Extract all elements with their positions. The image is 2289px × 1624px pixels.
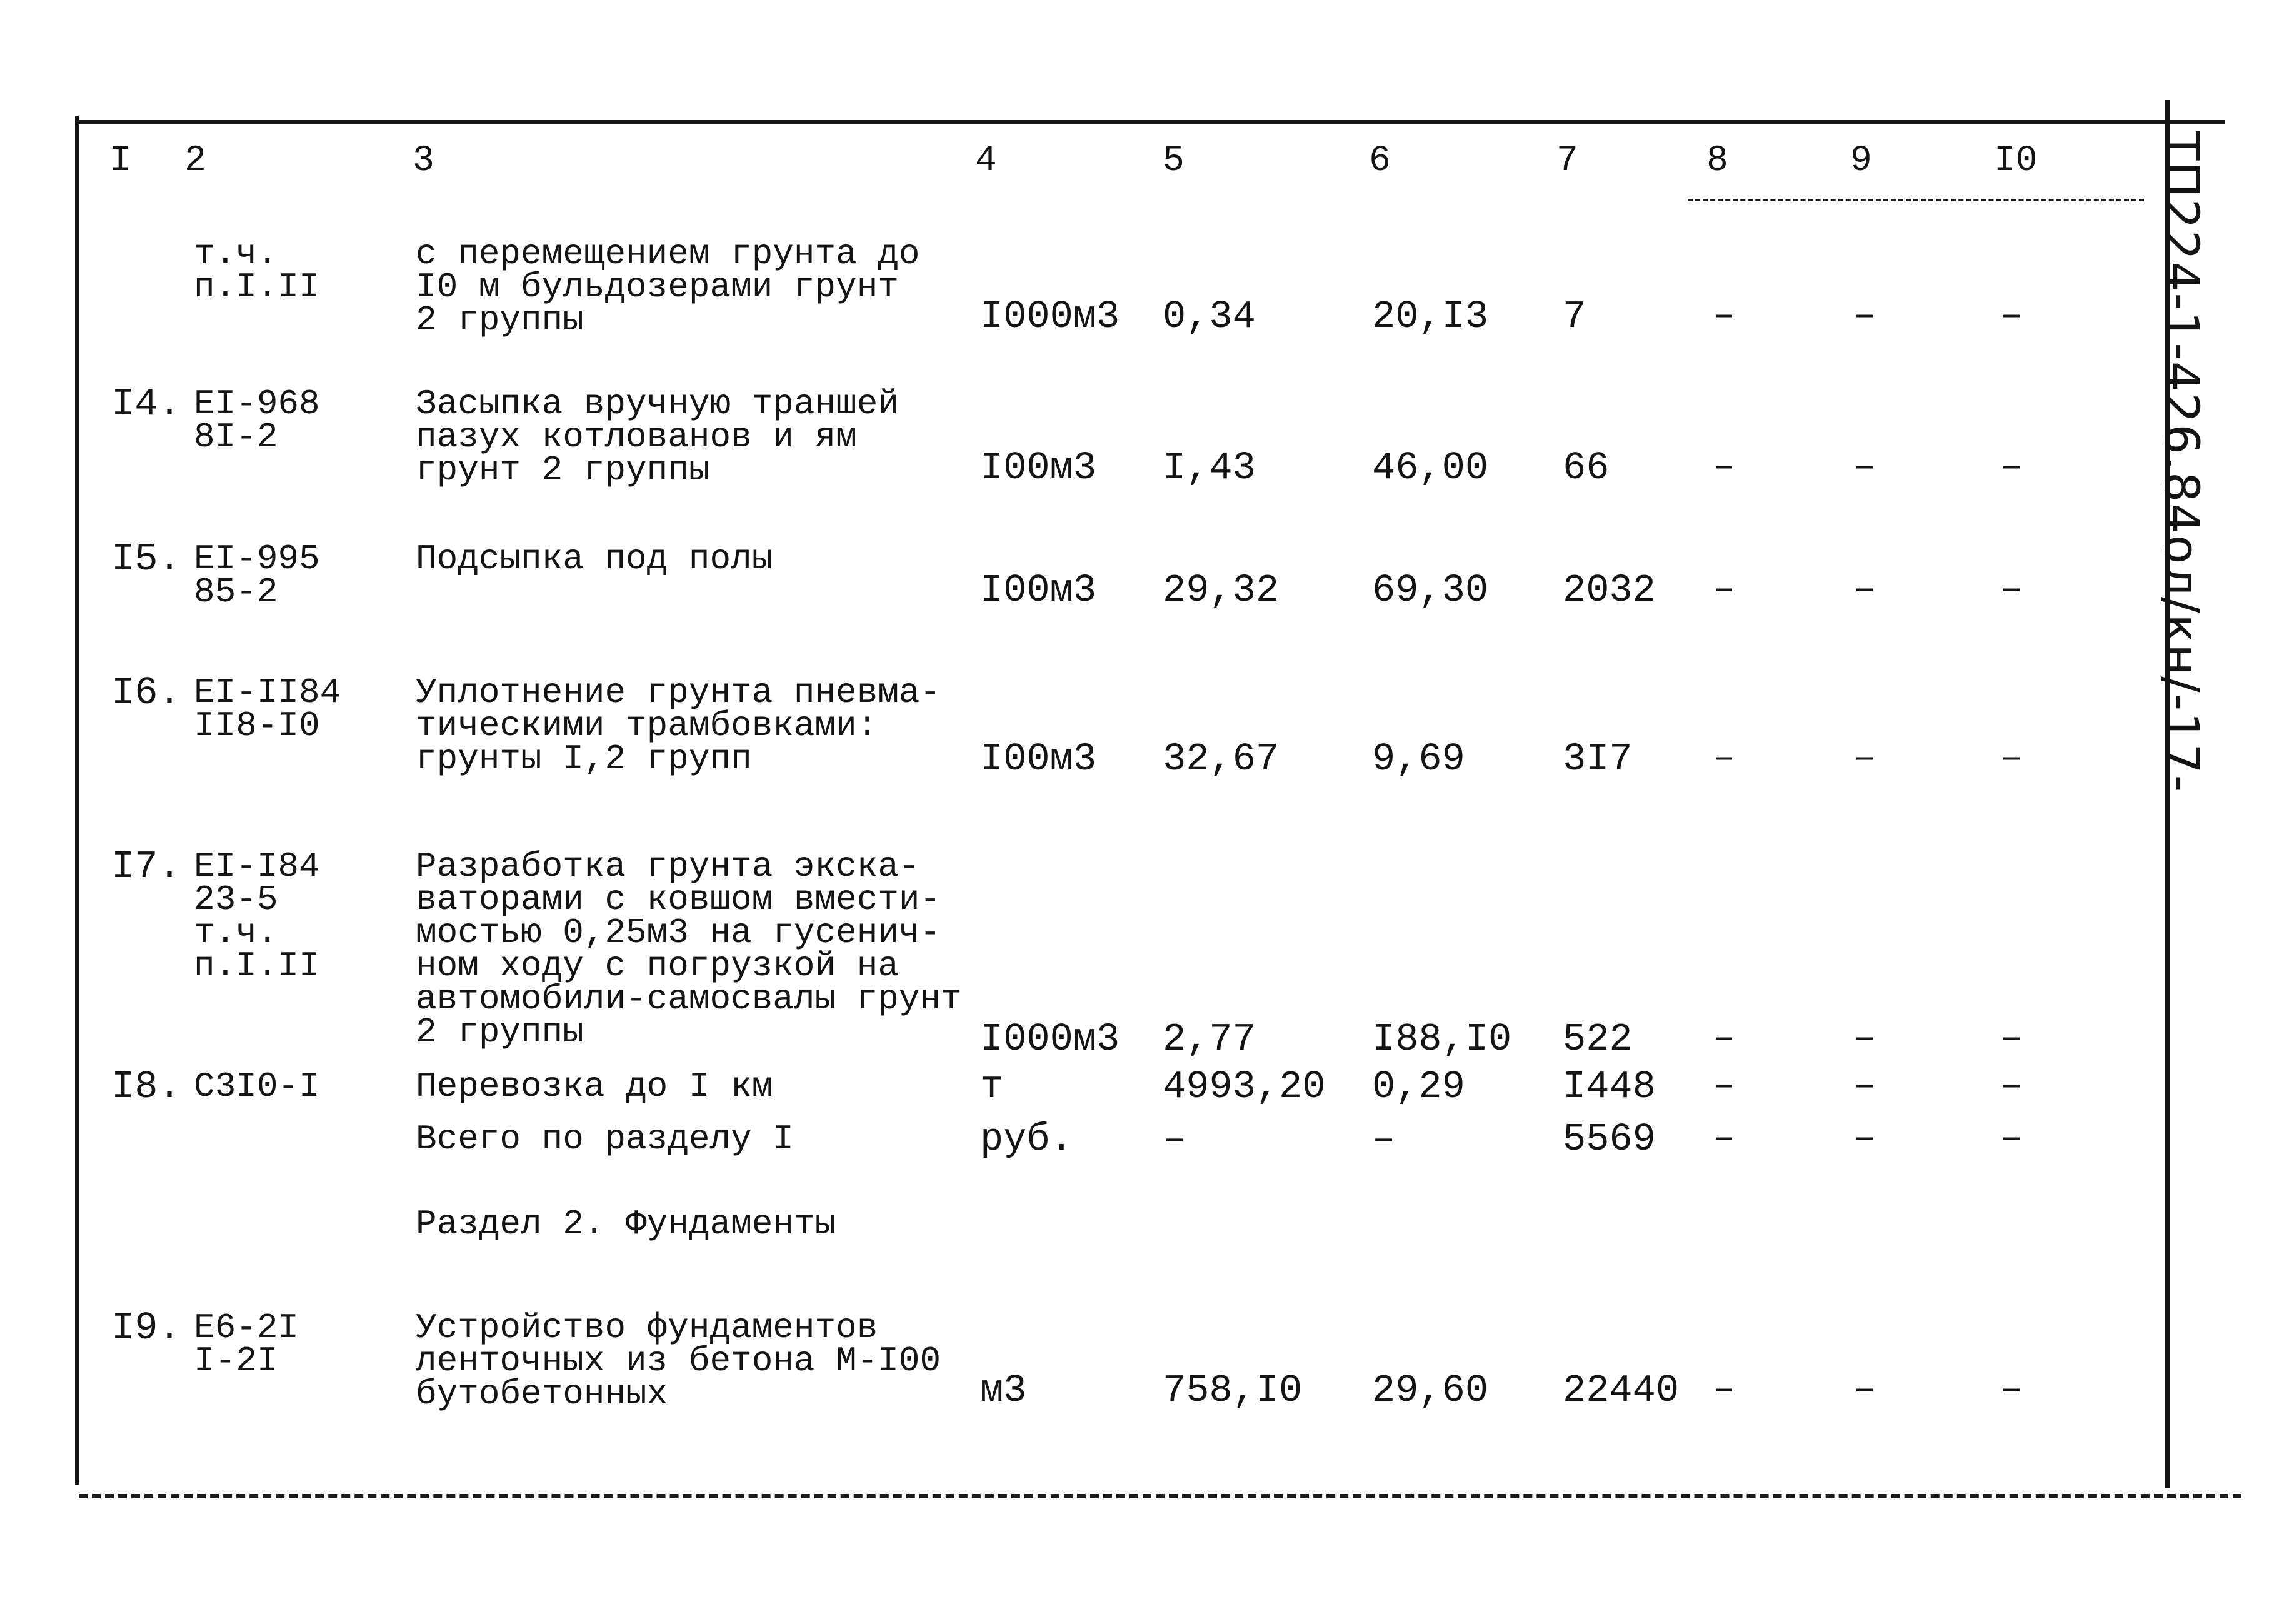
column-10-value: –: [2000, 295, 2023, 338]
column-header-6: 6: [1369, 141, 1391, 181]
norm-code: т.ч.: [194, 913, 278, 953]
column-10-value: –: [2000, 1018, 2023, 1060]
work-description: Всего по разделу I: [416, 1119, 794, 1159]
work-description: Уплотнение грунта пневма-: [416, 673, 941, 713]
total-cost: I448: [1563, 1065, 1656, 1109]
quantity: 2,77: [1163, 1017, 1256, 1061]
work-description: 2 группы: [416, 300, 584, 340]
column-9-value: –: [1853, 569, 1876, 611]
column-10-value: –: [2000, 1369, 2023, 1411]
unit-of-measure: I000м3: [980, 294, 1120, 339]
top-rule: [75, 120, 2225, 124]
quantity: –: [1163, 1117, 1186, 1161]
work-description: Устройство фундаментов: [416, 1308, 878, 1348]
column-8-value: –: [1713, 446, 1736, 489]
column-header-3: 3: [413, 141, 434, 181]
norm-code: 8I-2: [194, 417, 278, 457]
column-8-value: –: [1713, 295, 1736, 338]
column-8-value: –: [1713, 1065, 1736, 1108]
column-10-value: –: [2000, 738, 2023, 780]
total-cost: 5569: [1563, 1117, 1656, 1161]
column-header-10: I0: [1994, 141, 2038, 181]
left-rule: [75, 116, 79, 1485]
column-header-1: I: [109, 141, 131, 181]
unit-of-measure: I00м3: [980, 446, 1097, 490]
row-number: I4.: [111, 382, 181, 426]
unit-price: 69,30: [1372, 568, 1489, 613]
work-description: I0 м бульдозерами грунт: [416, 267, 899, 307]
column-10-value: –: [2000, 1065, 2023, 1108]
work-description: ленточных из бетона М-I00: [416, 1341, 941, 1381]
quantity: 758,I0: [1163, 1368, 1303, 1413]
work-description: Засыпка вручную траншей: [416, 384, 899, 424]
norm-code: E6-2I: [194, 1308, 299, 1348]
column-9-value: –: [1853, 1118, 1876, 1160]
unit-of-measure: I00м3: [980, 568, 1097, 613]
unit-price: 0,29: [1372, 1065, 1465, 1109]
column-10-value: –: [2000, 446, 2023, 489]
column-9-value: –: [1853, 738, 1876, 780]
column-10-value: –: [2000, 1118, 2023, 1160]
row-number: I5.: [111, 537, 181, 581]
column-9-value: –: [1853, 295, 1876, 338]
unit-of-measure: руб.: [980, 1117, 1073, 1161]
norm-code: 85-2: [194, 572, 278, 612]
sheet-code: ТП224-1-426.84ол/кн/-17-: [2154, 131, 2210, 794]
norm-code: EI-968: [194, 384, 320, 424]
norm-code: 23-5: [194, 880, 278, 920]
work-description: Подсыпка под полы: [416, 539, 773, 579]
column-header-5: 5: [1163, 141, 1185, 181]
norm-code: C3I0-I: [194, 1066, 320, 1106]
quantity: 0,34: [1163, 294, 1256, 339]
unit-of-measure: т: [980, 1065, 1004, 1109]
row-number: I8.: [111, 1065, 181, 1109]
row-number: I9.: [111, 1306, 181, 1350]
column-9-value: –: [1853, 446, 1876, 489]
unit-price: 46,00: [1372, 446, 1489, 490]
column-9-value: –: [1853, 1018, 1876, 1060]
row-number: I7.: [111, 845, 181, 889]
work-description: тическими трамбовками:: [416, 706, 878, 746]
column-9-value: –: [1853, 1369, 1876, 1411]
unit-price: 20,I3: [1372, 294, 1489, 339]
work-description: 2 группы: [416, 1012, 584, 1052]
work-description: с перемещением грунта до: [416, 234, 920, 274]
row-number: I6.: [111, 671, 181, 715]
work-description: бутобетонных: [416, 1374, 668, 1414]
total-cost: 3I7: [1563, 737, 1633, 781]
unit-of-measure: I000м3: [980, 1017, 1120, 1061]
total-cost: 22440: [1563, 1368, 1680, 1413]
column-8-value: –: [1713, 1369, 1736, 1411]
total-cost: 7: [1563, 294, 1586, 339]
column-header-7: 7: [1556, 141, 1578, 181]
column-10-value: –: [2000, 569, 2023, 611]
unit-price: 9,69: [1372, 737, 1465, 781]
norm-code: п.I.II: [194, 267, 320, 307]
work-description: Перевозка до I км: [416, 1066, 773, 1106]
total-cost: 522: [1563, 1017, 1633, 1061]
sheet-code-margin: [2144, 131, 2219, 881]
unit-price: 29,60: [1372, 1368, 1489, 1413]
column-8-value: –: [1713, 738, 1736, 780]
total-cost: 66: [1563, 446, 1610, 490]
column-9-value: –: [1853, 1065, 1876, 1108]
norm-code: EI-II84: [194, 673, 341, 713]
unit-of-measure: I00м3: [980, 737, 1097, 781]
norm-code: EI-I84: [194, 846, 320, 886]
work-description: Раздел 2. Фундаменты: [416, 1204, 836, 1244]
column-header-9: 9: [1850, 141, 1872, 181]
column-header-4: 4: [975, 141, 997, 181]
quantity: I,43: [1163, 446, 1256, 490]
column-header-8: 8: [1706, 141, 1728, 181]
work-description: грунты I,2 групп: [416, 739, 752, 779]
column-header-2: 2: [184, 141, 206, 181]
norm-code: II8-I0: [194, 706, 320, 746]
quantity: 32,67: [1163, 737, 1280, 781]
norm-code: EI-995: [194, 539, 320, 579]
unit-price: I88,I0: [1372, 1017, 1512, 1061]
norm-code: I-2I: [194, 1341, 278, 1381]
work-description: грунт 2 группы: [416, 450, 710, 490]
work-description: Разработка грунта экска-: [416, 846, 920, 886]
work-description: пазух котлованов и ям: [416, 417, 857, 457]
quantity: 4993,20: [1163, 1065, 1326, 1109]
unit-price: –: [1372, 1117, 1396, 1161]
work-description: ваторами с ковшом вмести-: [416, 880, 941, 920]
column-8-value: –: [1713, 1018, 1736, 1060]
work-description: мостью 0,25м3 на гусенич-: [416, 913, 941, 953]
norm-code: п.I.II: [194, 946, 320, 986]
work-description: автомобили-самосвалы грунт: [416, 979, 962, 1019]
column-8-value: –: [1713, 569, 1736, 611]
work-description: ном ходу с погрузкой на: [416, 946, 899, 986]
quantity: 29,32: [1163, 568, 1280, 613]
bottom-rule: [79, 1494, 2241, 1498]
total-cost: 2032: [1563, 568, 1656, 613]
header-underline: [1688, 199, 2144, 201]
norm-code: т.ч.: [194, 234, 278, 274]
unit-of-measure: м3: [980, 1368, 1027, 1413]
column-8-value: –: [1713, 1118, 1736, 1160]
